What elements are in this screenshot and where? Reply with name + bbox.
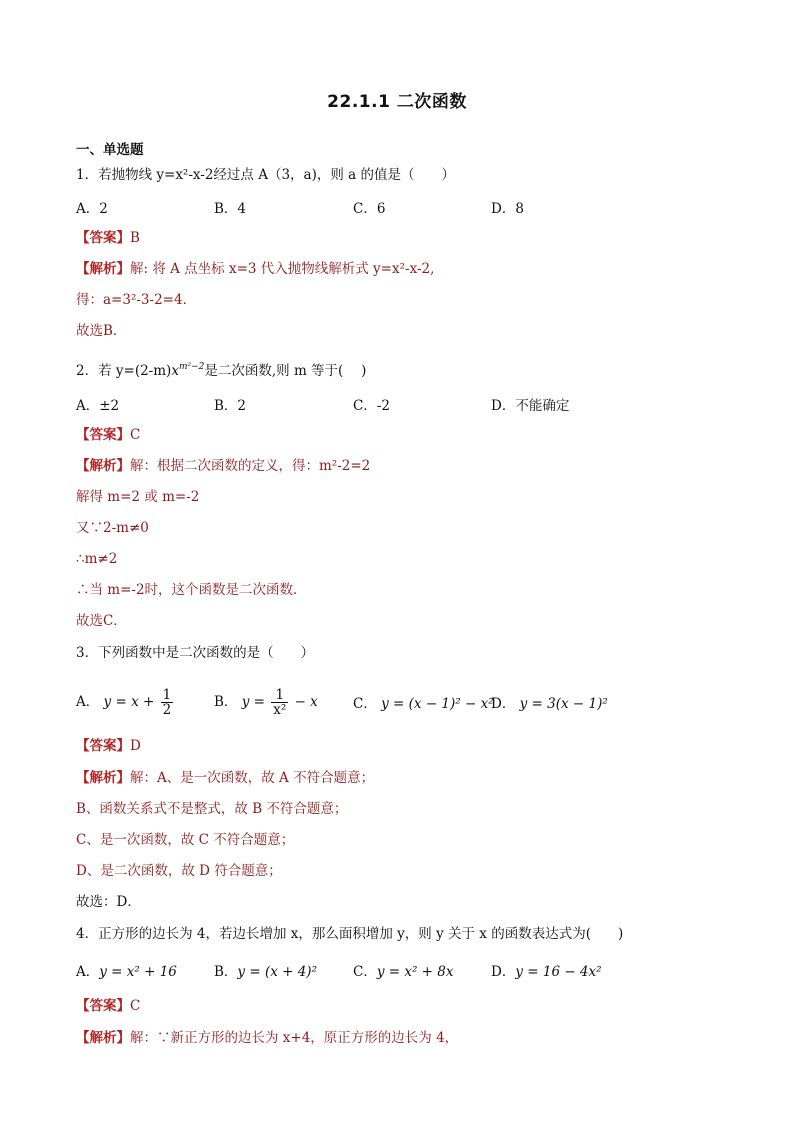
- q4-answer: [76, 996, 140, 1016]
- q2-stem: [76, 357, 366, 381]
- answer-tag: 【答案】: [76, 998, 130, 1014]
- q1-option-d: D．8: [491, 201, 524, 217]
- q1-analysis: [76, 259, 434, 279]
- q2-line-2: 又∵2-m≠0: [76, 520, 149, 536]
- q3-line-2: C、是一次函数，故 C 不符合题意；: [76, 832, 295, 848]
- answer-value: C: [130, 998, 141, 1014]
- answer-tag: 【答案】: [76, 738, 130, 754]
- q2-option-c: C．-2: [353, 398, 390, 414]
- analysis-tag: 【解析】: [76, 770, 130, 786]
- answer-value: B: [130, 230, 140, 246]
- answer-value: C: [130, 427, 141, 443]
- q2-option-b: B．2: [214, 398, 247, 414]
- q3-stem: 3．下列函数中是二次函数的是（ ）: [76, 645, 315, 661]
- q2-analysis: [76, 456, 370, 476]
- q3-line-3: D、是二次函数，故 D 符合题意；: [76, 863, 282, 879]
- q3-options: [76, 680, 716, 720]
- q2-stem-suffix: 是二次函数,则 m 等于( ): [204, 363, 367, 379]
- analysis-text: 解：根据二次函数的定义，得：m²-2=2: [130, 458, 371, 474]
- q3-answer: [76, 736, 141, 756]
- q2-line-5: 故选C．: [76, 613, 127, 629]
- q1-answer: [76, 228, 140, 248]
- q3-option-d: D． y = 3(x − 1)²: [491, 696, 608, 712]
- q3-line-1: B、函数关系式不是整式，故 B 不符合题意；: [76, 801, 348, 817]
- q3-analysis: [76, 768, 374, 788]
- q4-analysis: [76, 1028, 458, 1048]
- fraction: $\frac{1}{2}$: [162, 687, 172, 718]
- q4-stem: 4．正方形的边长为 4，若边长增加 x，那么面积增加 y，则 y 关于 x 的函数表达式为( ): [76, 926, 624, 942]
- analysis-tag: 【解析】: [76, 261, 130, 277]
- analysis-text: 解: 将 A 点坐标 x=3 代入抛物线解析式 y=x²-x-2,: [130, 261, 435, 277]
- q1-option-b: B．4: [214, 201, 247, 217]
- q3-line-4: 故选：D．: [76, 894, 141, 910]
- q4-option-d: D．y = 16 − 4x²: [491, 964, 602, 980]
- q1-stem: 1．若抛物线 y=x²-x-2经过点 A（3，a)，则 a 的值是（ ）: [76, 167, 456, 183]
- q3-option-b: B． y = $\frac{1}{\text{x²}}$ − x: [214, 687, 318, 718]
- q1-options: [76, 197, 716, 219]
- q2-stem-prefix: 2．若 y=(2-m): [76, 363, 172, 379]
- q1-option-c: C．6: [353, 201, 386, 217]
- answer-value: D: [130, 738, 141, 754]
- q4-option-b: B．y = (x + 4)²: [214, 964, 317, 980]
- q2-answer: [76, 425, 140, 445]
- q2-option-a: A．±2: [76, 398, 120, 414]
- q2-power-base: x: [171, 363, 179, 379]
- section-heading: 一、单选题: [76, 142, 144, 158]
- q1-option-a: A．2: [76, 201, 108, 217]
- q2-option-d: D．不能确定: [491, 398, 570, 414]
- analysis-text: 解：A、是一次函数，故 A 不符合题意；: [130, 770, 375, 786]
- answer-tag: 【答案】: [76, 230, 130, 246]
- q3-option-a: A． y = x + $\frac{1}{2}$: [76, 687, 172, 718]
- q2-power-exp: m²−2: [178, 362, 205, 372]
- analysis-tag: 【解析】: [76, 458, 130, 474]
- q2-line-1: 解得 m=2 或 m=-2: [76, 489, 200, 505]
- q2-line-3: ∴m≠2: [76, 551, 118, 567]
- answer-tag: 【答案】: [76, 427, 130, 443]
- q1-line-1: 得：a=3²-3-2=4．: [76, 292, 197, 308]
- q2-options: [76, 394, 716, 416]
- q1-line-2: 故选B．: [76, 323, 127, 339]
- fraction: $\frac{1}{\text{x²}}$: [273, 687, 287, 718]
- q4-option-a: A．y = x² + 16: [76, 964, 177, 980]
- q4-option-c: C．y = x² + 8x: [353, 964, 454, 980]
- q2-line-4: ∴当 m=-2时，这个函数是二次函数．: [76, 582, 307, 598]
- analysis-text: 解：∵新正方形的边长为 x+4，原正方形的边长为 4，: [130, 1030, 459, 1046]
- q3-option-c: C． y = (x − 1)² − x²: [353, 696, 494, 712]
- q4-options: [76, 960, 716, 982]
- analysis-tag: 【解析】: [76, 1030, 130, 1046]
- page-title: 22.1.1 二次函数: [327, 92, 467, 112]
